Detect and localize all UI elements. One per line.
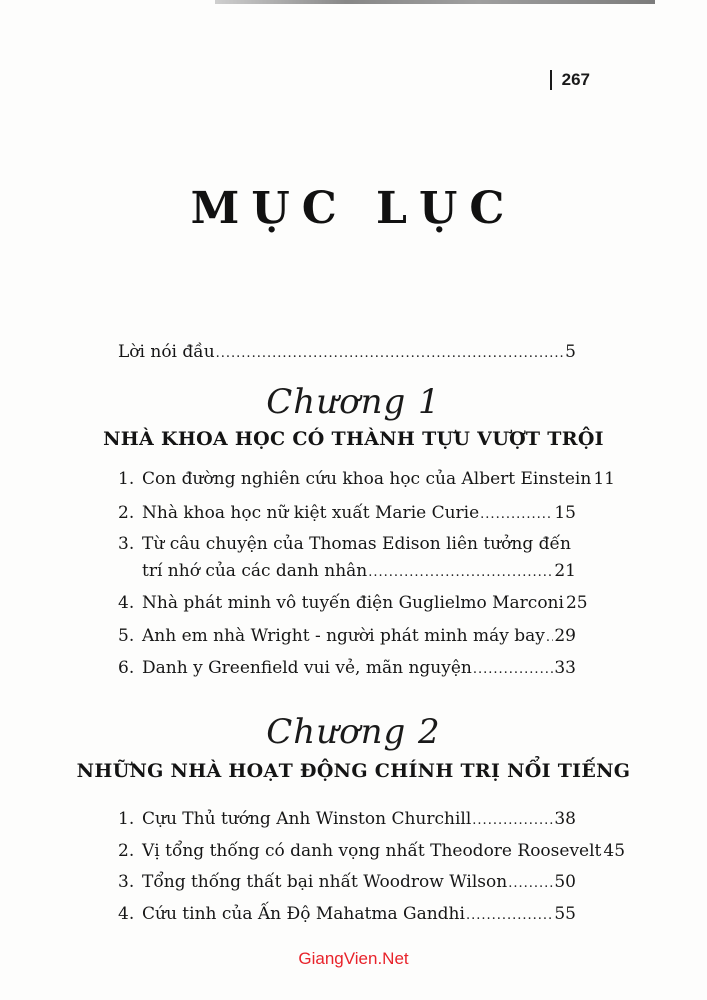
leader-dots (480, 504, 553, 526)
toc-entry-page: 15 (554, 503, 576, 523)
page-title: MỤC LỤC (190, 183, 517, 234)
toc-entry[interactable] (118, 840, 626, 864)
toc-entry-number: 3. (118, 534, 135, 554)
chapter-1-title: NHÀ KHOA HỌC CÓ THÀNH TỰU VƯỢT TRỘI (103, 428, 604, 450)
toc-entry[interactable] (118, 871, 576, 895)
toc-entry-text: Con đường nghiên cứu khoa học của Albert Einstein (142, 469, 592, 489)
toc-entry[interactable] (118, 468, 615, 492)
toc-entry-preface[interactable] (118, 341, 576, 365)
leader-dots (466, 905, 553, 927)
toc-entry-number: 2. (118, 503, 135, 523)
toc-entry-text: Từ câu chuyện của Thomas Edison liên tưởng đến (142, 534, 571, 554)
toc-entry-page: 33 (554, 658, 576, 678)
toc-entry-text: Anh em nhà Wright - người phát minh máy bay (142, 626, 545, 646)
leader-dots (472, 810, 553, 832)
toc-entry-number: 4. (118, 904, 135, 924)
toc-entry-text: Lời nói đầu (118, 342, 215, 362)
toc-entry-page: 21 (554, 561, 576, 581)
page-number (550, 70, 590, 90)
toc-entry-page: 45 (603, 841, 626, 861)
toc-entry-page: 11 (593, 469, 615, 489)
toc-entry[interactable] (118, 592, 588, 616)
toc-entry-text-continued: trí nhớ của các danh nhân (142, 561, 368, 581)
leader-dots (368, 562, 553, 584)
toc-entry-page: 29 (554, 626, 576, 646)
toc-entry-number: 2. (118, 841, 135, 861)
leader-dots (473, 659, 554, 681)
toc-entry-page: 50 (554, 872, 576, 892)
toc-entry-number: 6. (118, 658, 135, 678)
toc-entry-page: 5 (565, 342, 576, 362)
toc-entry-number: 1. (118, 809, 135, 829)
watermark-link[interactable]: GiangVien.Net (298, 949, 409, 968)
toc-entry-text: Nhà khoa học nữ kiệt xuất Marie Curie (142, 503, 480, 523)
toc-entry-text: Cứu tinh của Ấn Độ Mahatma Gandhi (142, 904, 465, 924)
page-number-value: 267 (561, 70, 590, 89)
toc-entry[interactable] (118, 533, 576, 584)
toc-entry[interactable] (118, 502, 576, 526)
chapter-1-script-label: Chương 1 (266, 382, 441, 422)
toc-entry-number: 4. (118, 593, 135, 613)
toc-entry-number: 1. (118, 469, 135, 489)
toc-entry[interactable] (118, 808, 576, 832)
toc-entry-text: Tổng thống thất bại nhất Woodrow Wilson (142, 872, 508, 892)
toc-entry-page: 25 (565, 593, 588, 613)
toc-entry[interactable] (118, 625, 576, 649)
toc-entry-page: 55 (554, 904, 576, 924)
toc-entry-page: 38 (554, 809, 576, 829)
toc-entry-text: Vị tổng thống có danh vọng nhất Theodore Roosevelt (142, 841, 602, 861)
leader-dots (216, 343, 565, 365)
toc-entry-text: Nhà phát minh vô tuyến điện Guglielmo Marconi (142, 593, 564, 613)
leader-dots (546, 627, 553, 649)
page-number-divider (550, 70, 552, 90)
chapter-2-title: NHỮNG NHÀ HOẠT ĐỘNG CHÍNH TRỊ NỔI TIẾNG (76, 760, 631, 782)
toc-entry-number: 3. (118, 872, 135, 892)
leader-dots (508, 873, 553, 895)
toc-entry-text: Danh y Greenfield vui vẻ, mãn nguyện (142, 658, 472, 678)
toc-entry-number: 5. (118, 626, 135, 646)
page-top-edge-shadow (215, 0, 655, 4)
toc-entry[interactable] (118, 903, 576, 927)
toc-entry-text: Cựu Thủ tướng Anh Winston Churchill (142, 809, 472, 829)
toc-entry[interactable] (118, 657, 576, 681)
chapter-2-script-label: Chương 2 (266, 712, 441, 752)
